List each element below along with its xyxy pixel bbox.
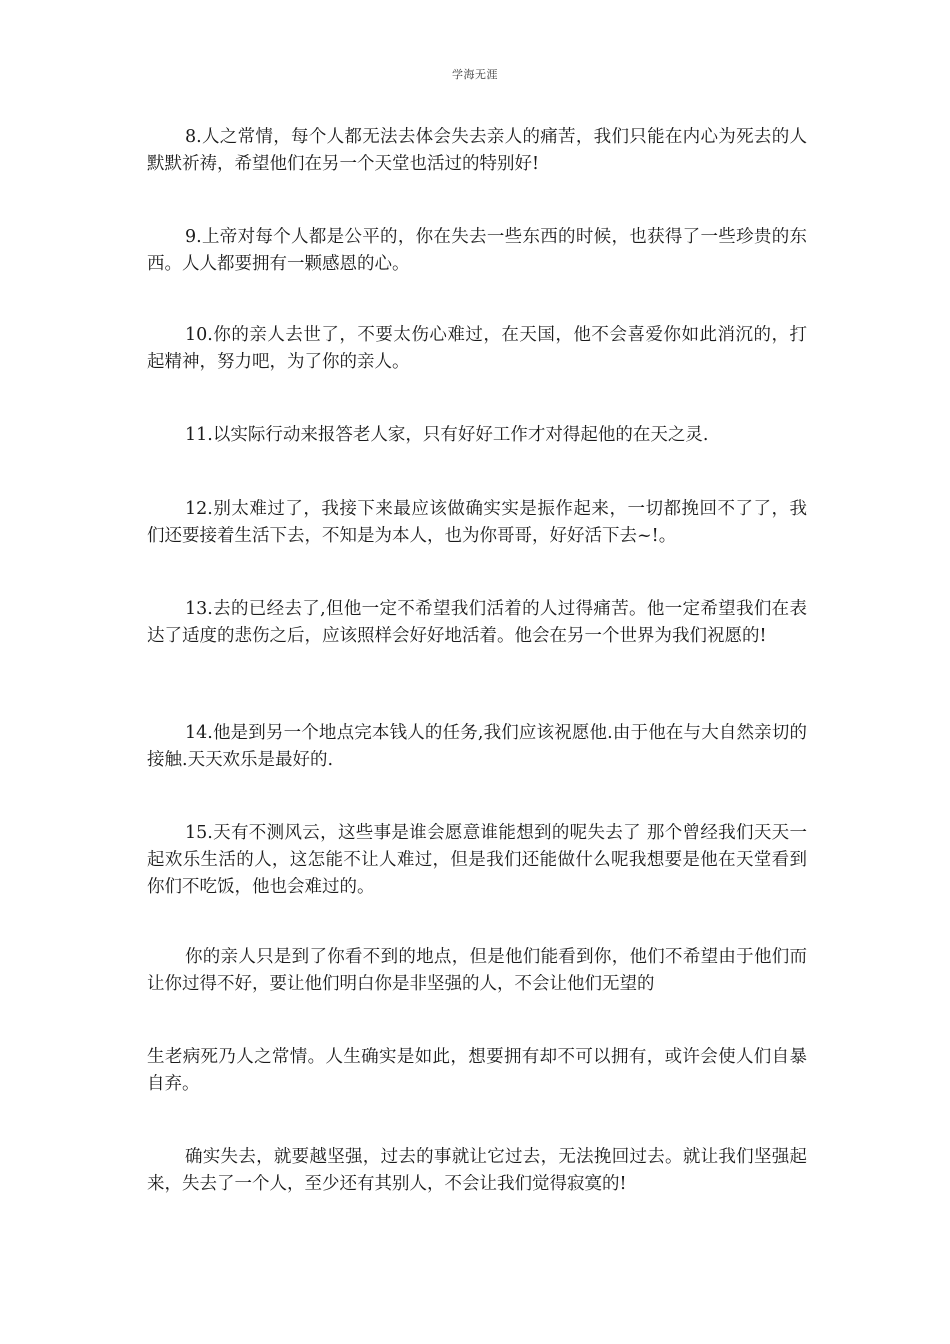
paragraph-life-and-death: 生老病死乃人之常情。人生确实是如此，想要拥有却不可以拥有，或许会使人们自暴自弃。 (147, 1047, 807, 1094)
paragraph-10: 10.你的亲人去世了，不要太伤心难过，在天国，他不会喜爱你如此消沉的，打起精神，努力吧，为了你的亲人。 (147, 325, 807, 372)
paragraph-13: 13.去的已经去了,但他一定不希望我们活着的人过得痛苦。他一定希望我们在表达了适度的悲伤之后，应该照样会好好地活着。他会在另一个世界为我们祝愿的! (147, 599, 807, 646)
paragraph-be-strong: 确实失去，就要越坚强，过去的事就让它过去，无法挽回过去。就让我们坚强起来，失去了一个人，至少还有其别人，不会让我们觉得寂寞的! (147, 1147, 807, 1194)
paragraph-15: 15.天有不测风云，这些事是谁会愿意谁能想到的呢失去了 那个曾经我们天天一起欢乐生活的人，这怎能不让人难过，但是我们还能做什么呢我想要是他在天堂看到你们不吃饭，他也会难过的。 (147, 823, 807, 897)
page-header: 学海无涯 (452, 68, 498, 81)
paragraph-9: 9.上帝对每个人都是公平的，你在失去一些东西的时候，也获得了一些珍贵的东西。人人都要拥有一颗感恩的心。 (147, 227, 807, 274)
paragraph-8: 8.人之常情，每个人都无法去体会失去亲人的痛苦，我们只能在内心为死去的人默默祈祷，希望他们在另一个天堂也活过的特别好! (147, 127, 807, 174)
paragraph-12: 12.别太难过了，我接下来最应该做确实实是振作起来，一切都挽回不了了，我们还要接着生活下去，不知是为本人，也为你哥哥，好好活下去~!。 (147, 499, 807, 546)
paragraph-relatives-watching: 你的亲人只是到了你看不到的地点，但是他们能看到你，他们不希望由于他们而让你过得不好，要让他们明白你是非坚强的人，不会让他们无望的 (147, 947, 807, 994)
paragraph-14: 14.他是到另一个地点完本钱人的任务,我们应该祝愿他.由于他在与大自然亲切的接触.天天欢乐是最好的. (147, 723, 807, 770)
paragraph-11: 11.以实际行动来报答老人家，只有好好工作才对得起他的在天之灵. (185, 425, 709, 445)
